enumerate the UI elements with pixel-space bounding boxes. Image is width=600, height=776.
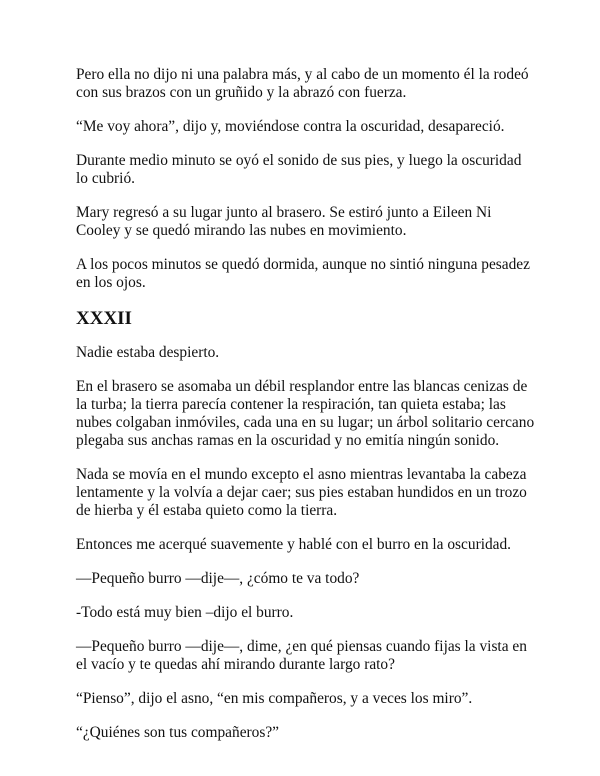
paragraph: Durante medio minuto se oyó el sonido de sus pies, y luego la oscuridad lo cubrió. xyxy=(76,152,522,187)
paragraph: -Todo está muy bien –dijo el burro. xyxy=(76,604,294,621)
paragraph: —Pequeño burro —dije—, dime, ¿en qué piensas cuando fijas la vista en el vacío y te quedas ahí mirando durante largo rato? xyxy=(76,638,527,673)
paragraph: “Me voy ahora”, dijo y, moviéndose contra la oscuridad, desapareció. xyxy=(76,118,505,135)
paragraph: —Pequeño burro —dije—, ¿cómo te va todo? xyxy=(76,570,360,587)
paragraph: “Pienso”, dijo el asno, “en mis compañeros, y a veces los miro”. xyxy=(76,690,473,707)
document-page xyxy=(76,66,536,758)
paragraph: Mary regresó a su lugar junto al brasero. Se estiró junto a Eileen Ni Cooley y se quedó mirando las nubes en movimiento. xyxy=(76,204,492,239)
paragraph: En el brasero se asomaba un débil resplandor entre las blancas cenizas de la turba; la tierra parecía contener la respiración, tan quieta estaba; las nubes colgaban inmóviles, cada una en su lugar; un árbol solitario cercano plegaba sus anchas ramas en la oscuridad y no emitía ningún sonido. xyxy=(76,378,535,449)
paragraph: Nada se movía en el mundo excepto el asno mientras levantaba la cabeza lentamente y la volvía a dejar caer; sus pies estaban hundidos en un trozo de hierba y él estaba quieto como la tierra. xyxy=(76,466,527,519)
paragraph: Entonces me acerqué suavemente y hablé con el burro en la oscuridad. xyxy=(76,536,512,553)
paragraph: “¿Quiénes son tus compañeros?” xyxy=(76,724,280,741)
chapter-heading: XXXII xyxy=(76,308,132,329)
paragraph: Nadie estaba despierto. xyxy=(76,344,220,361)
paragraph: A los pocos minutos se quedó dormida, aunque no sintió ninguna pesadez en los ojos. xyxy=(76,256,530,291)
paragraph: Pero ella no dijo ni una palabra más, y al cabo de un momento él la rodeó con sus brazos con un gruñido y la abrazó con fuerza. xyxy=(76,66,529,101)
